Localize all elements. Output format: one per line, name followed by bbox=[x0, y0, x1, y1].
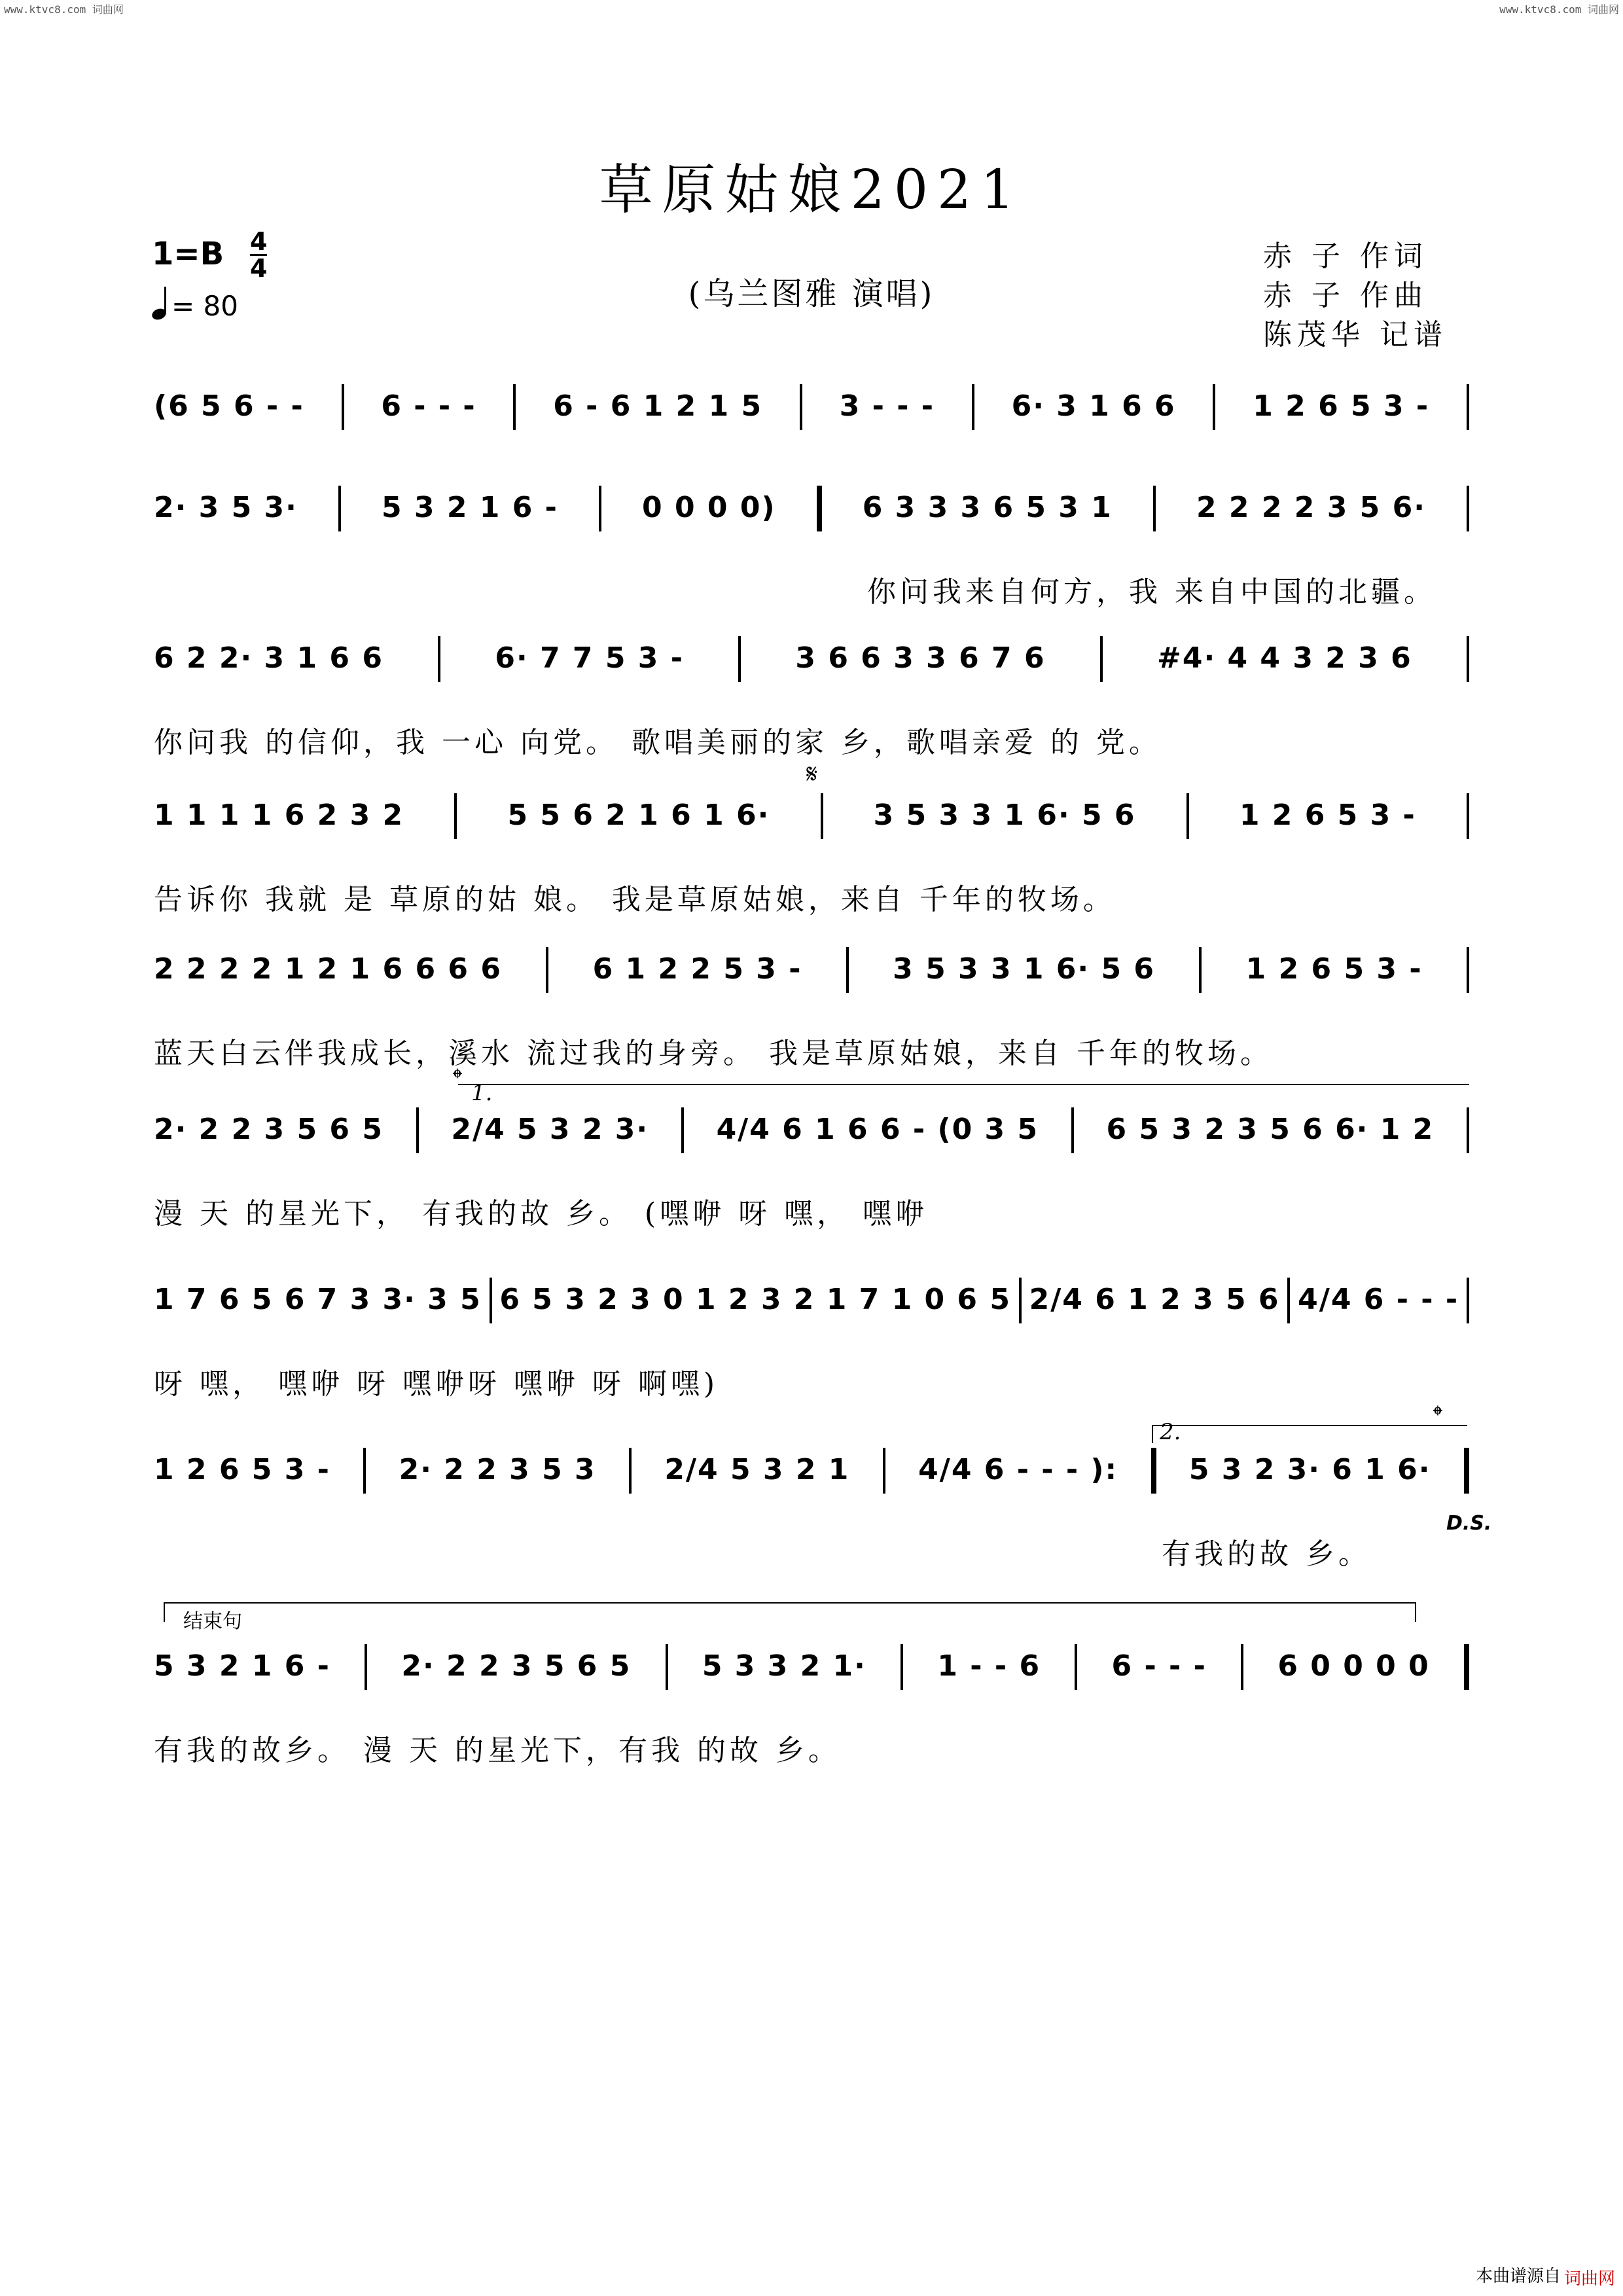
measure-notes: 4/4 6 1 6 6 - (0 3 5 bbox=[716, 1113, 1039, 1146]
bar-line bbox=[342, 384, 344, 430]
measure-notes: 5 3 2 1 6 - bbox=[154, 1649, 330, 1683]
measure-notes: 1 - - 6 bbox=[937, 1649, 1041, 1683]
time-signature-top: 4 bbox=[250, 227, 268, 256]
notation-row bbox=[154, 1649, 1469, 1695]
measure-notes: 6 - 6 1 2 1 5 bbox=[553, 389, 763, 423]
lyrics-line: 呀 嘿， 嘿咿 呀 嘿咿呀 嘿咿 呀 啊嘿) bbox=[154, 1367, 719, 1401]
bar-line bbox=[800, 384, 802, 430]
segno-icon: 𝄋 bbox=[806, 759, 818, 789]
lyrics-line: 你问我来自何方，我 来自中国的北疆。 bbox=[867, 575, 1436, 609]
volta-2-bracket bbox=[1152, 1425, 1467, 1443]
bar-line bbox=[1151, 1448, 1156, 1494]
bar-line bbox=[1241, 1644, 1243, 1690]
lyrics-line: 你问我 的信仰，我 一心 向党。 歌唱美丽的家 乡，歌唱亲爱 的 党。 bbox=[154, 726, 1162, 759]
measure-notes: 6· 7 7 5 3 - bbox=[495, 641, 684, 675]
bar-line bbox=[901, 1644, 903, 1690]
bar-line bbox=[1464, 1644, 1469, 1690]
bar-line bbox=[416, 1107, 419, 1153]
footer-logo: 词曲网 bbox=[1563, 2269, 1615, 2289]
notation-system bbox=[154, 952, 1469, 1070]
measure-notes: #4· 4 4 3 2 3 6 bbox=[1156, 641, 1412, 675]
bar-line bbox=[1075, 1644, 1077, 1690]
measure-notes: 0 0 0 0) bbox=[642, 491, 776, 524]
lyrics-line: 告诉你 我就 是 草原的姑 娘。 我是草原姑娘，来自 千年的牧场。 bbox=[154, 883, 1116, 916]
measure-notes: 2/4 5 3 2 1 bbox=[664, 1453, 850, 1486]
notation-system bbox=[154, 1649, 1469, 1767]
measure-notes: 6 - - - bbox=[381, 389, 476, 423]
notation-row bbox=[154, 641, 1469, 687]
bar-line bbox=[1199, 947, 1202, 993]
bar-line bbox=[1287, 1278, 1290, 1323]
measure-notes: 5 3 3 2 1· bbox=[702, 1649, 866, 1683]
performer-credit: (乌兰图雅 演唱) bbox=[688, 276, 935, 312]
bar-line bbox=[338, 486, 341, 531]
key-signature: 1=B bbox=[152, 236, 224, 272]
bar-line bbox=[846, 947, 849, 993]
composer-credit: 赤 子 作曲 bbox=[1263, 279, 1428, 312]
notation-row bbox=[154, 1283, 1469, 1329]
measure-notes: 5 3 2 1 6 - bbox=[381, 491, 558, 524]
bar-line bbox=[1467, 1278, 1469, 1323]
page-title: 草原姑娘2021 bbox=[599, 159, 1024, 221]
measure-notes: 6 3 3 3 6 5 3 1 bbox=[862, 491, 1113, 524]
bar-line bbox=[817, 486, 822, 531]
measure-notes: 1 2 6 5 3 - bbox=[1245, 952, 1423, 986]
measure-notes: 4/4 6 - - - ): bbox=[918, 1453, 1118, 1486]
measure-notes: 6 0 0 0 0 bbox=[1277, 1649, 1430, 1683]
notation-system bbox=[154, 641, 1469, 759]
measure-notes: 6 - - - bbox=[1111, 1649, 1207, 1683]
measure-notes: 2· 2 2 3 5 6 5 bbox=[154, 1113, 383, 1146]
measure-notes: 5 5 6 2 1 6 1 6· bbox=[507, 798, 770, 832]
bar-line bbox=[365, 1644, 367, 1690]
measure-notes: 2· 2 2 3 5 3 bbox=[399, 1453, 596, 1486]
bar-line bbox=[1213, 384, 1215, 430]
measure-notes: (6 5 6 - - bbox=[154, 389, 304, 423]
notation-system bbox=[154, 798, 1469, 916]
bar-line bbox=[513, 384, 516, 430]
ds-marking: D.S. bbox=[1446, 1512, 1492, 1535]
measure-notes: 6· 3 1 6 6 bbox=[1011, 389, 1176, 423]
bar-line bbox=[438, 636, 440, 682]
notation-system bbox=[154, 1283, 1469, 1401]
measure-notes: 3 5 3 3 1 6· 5 6 bbox=[893, 952, 1156, 986]
bar-line bbox=[1100, 636, 1103, 682]
time-signature-bottom: 4 bbox=[250, 254, 268, 283]
notation-system bbox=[154, 491, 1469, 609]
measure-notes: 2 2 2 2 3 5 6· bbox=[1196, 491, 1426, 524]
coda-bracket bbox=[458, 1084, 1469, 1085]
watermark-right: www.ktvc8.com 词曲网 bbox=[1499, 3, 1619, 16]
bar-line bbox=[972, 384, 974, 430]
bar-line bbox=[1071, 1107, 1074, 1153]
bar-line bbox=[1467, 636, 1469, 682]
transcriber-credit: 陈茂华 记谱 bbox=[1263, 318, 1448, 351]
measure-notes: 1 2 6 5 3 - bbox=[1239, 798, 1416, 832]
measure-notes: 2/4 6 1 2 3 5 6 bbox=[1029, 1283, 1280, 1316]
measure-notes: 3 - - - bbox=[839, 389, 935, 423]
ending-bracket bbox=[164, 1602, 1416, 1622]
bar-line bbox=[666, 1644, 668, 1690]
notation-row bbox=[154, 952, 1469, 998]
tempo-value: = 80 bbox=[171, 290, 238, 322]
notation-row bbox=[154, 1453, 1469, 1499]
bar-line bbox=[363, 1448, 366, 1494]
watermark-left: www.ktvc8.com 词曲网 bbox=[4, 3, 124, 16]
measure-notes: 1 7 6 5 6 7 3 3· 3 5 bbox=[154, 1283, 482, 1316]
measure-notes: 5 3 2 3· 6 1 6· bbox=[1188, 1453, 1431, 1486]
bar-line bbox=[490, 1278, 492, 1323]
bar-line bbox=[1186, 793, 1189, 839]
measure-notes: 6 5 3 2 3 5 6 6· 1 2 bbox=[1106, 1113, 1435, 1146]
bar-line bbox=[1464, 1448, 1469, 1494]
measure-notes: 2 2 2 2 1 2 1 6 6 6 6 bbox=[154, 952, 502, 986]
bar-line bbox=[629, 1448, 632, 1494]
notation-row bbox=[154, 1113, 1469, 1158]
bar-line bbox=[681, 1107, 684, 1153]
measure-notes: 1 1 1 1 6 2 3 2 bbox=[154, 798, 404, 832]
notation-system bbox=[154, 389, 1469, 435]
notation-system bbox=[154, 1113, 1469, 1230]
notation-row bbox=[154, 491, 1469, 537]
bar-line bbox=[821, 793, 823, 839]
bar-line bbox=[599, 486, 601, 531]
lyrics-line: 蓝天白云伴我成长，溪水 流过我的身旁。 我是草原姑娘，来自 千年的牧场。 bbox=[154, 1037, 1273, 1070]
bar-line bbox=[883, 1448, 885, 1494]
coda-icon-end: 𝄌 bbox=[1433, 1401, 1442, 1431]
measure-notes: 2· 3 5 3· bbox=[154, 491, 298, 524]
measure-notes: 1 2 6 5 3 - bbox=[1253, 389, 1430, 423]
footer-source: 本曲谱源自 bbox=[1475, 2267, 1561, 2286]
bar-line bbox=[1467, 486, 1469, 531]
coda-icon: 𝄌 bbox=[453, 1064, 462, 1094]
bar-line bbox=[1467, 947, 1469, 993]
measure-notes: 3 6 6 3 3 6 7 6 bbox=[795, 641, 1046, 675]
notation-row bbox=[154, 798, 1469, 844]
notation-row bbox=[154, 389, 1469, 435]
lyrics-line: 漫 天 的星光下， 有我的故 乡。 (嘿咿 呀 嘿， 嘿咿 bbox=[154, 1197, 929, 1230]
measure-notes: 1 2 6 5 3 - bbox=[154, 1453, 330, 1486]
lyrics-line: 有我的故 乡。 bbox=[1162, 1537, 1371, 1571]
bar-line bbox=[454, 793, 457, 839]
lyrics-line: 有我的故乡。 漫 天 的星光下，有我 的故 乡。 bbox=[154, 1734, 841, 1767]
bar-line bbox=[1467, 793, 1469, 839]
bar-line bbox=[1019, 1278, 1022, 1323]
bar-line bbox=[1153, 486, 1156, 531]
bar-line bbox=[1467, 384, 1469, 430]
volta-1-label: 1. bbox=[471, 1080, 493, 1106]
ending-label: 结束句 bbox=[183, 1610, 242, 1633]
measure-notes: 2· 2 2 3 5 6 5 bbox=[401, 1649, 632, 1683]
bar-line bbox=[1467, 1107, 1469, 1153]
lyricist-credit: 赤 子 作词 bbox=[1263, 240, 1428, 273]
measure-notes: 3 5 3 3 1 6· 5 6 bbox=[873, 798, 1136, 832]
measure-notes: 2/4 5 3 2 3· bbox=[451, 1113, 649, 1146]
measure-notes: 6 1 2 2 5 3 - bbox=[592, 952, 802, 986]
measure-notes: 4/4 6 - - - bbox=[1298, 1283, 1459, 1316]
measure-notes: 6 5 3 2 3 0 1 2 3 2 1 7 1 0 6 5 bbox=[499, 1283, 1011, 1316]
volta-2-label: 2. bbox=[1160, 1419, 1181, 1445]
bar-line bbox=[738, 636, 741, 682]
bar-line bbox=[546, 947, 548, 993]
measure-notes: 6 2 2· 3 1 6 6 bbox=[154, 641, 383, 675]
